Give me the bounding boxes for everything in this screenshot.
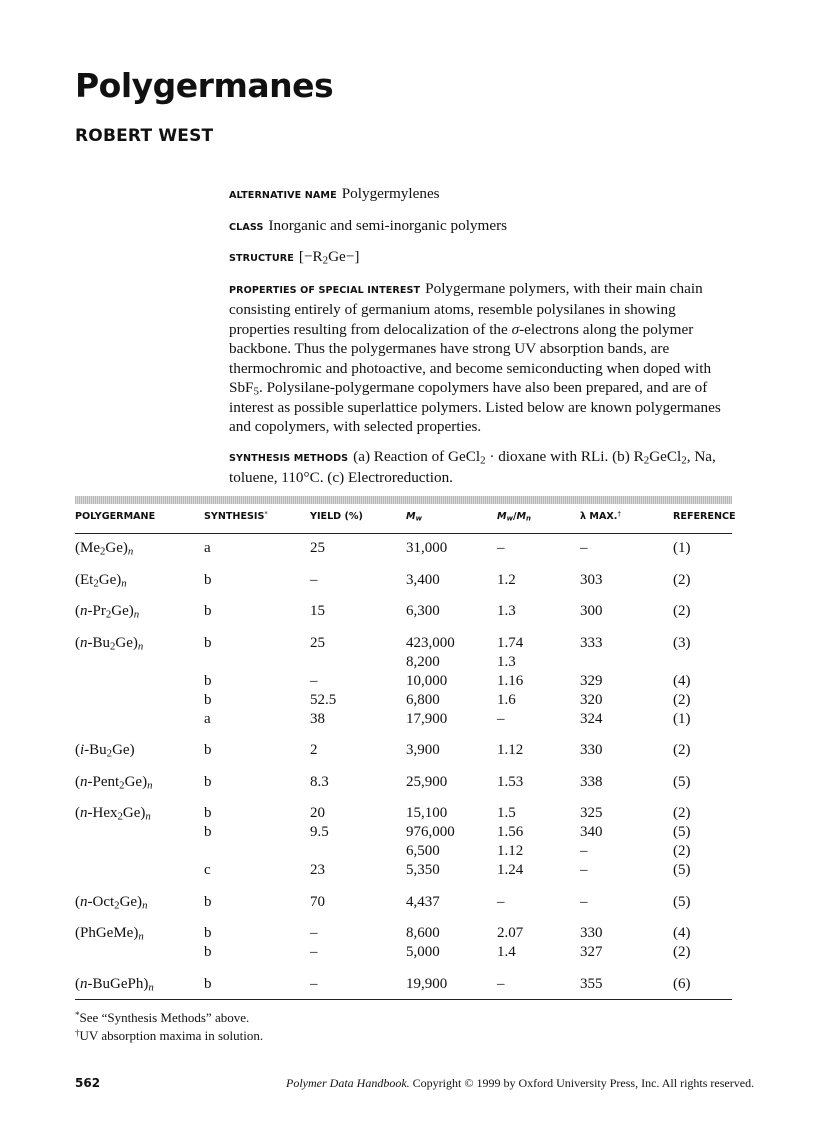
cell-reference: (2) bbox=[673, 603, 691, 619]
table-row-group bbox=[75, 774, 732, 793]
cell-lambda-max: 340 bbox=[580, 824, 603, 840]
cell-synthesis: b bbox=[204, 805, 212, 821]
cell-lambda-max: 355 bbox=[580, 975, 603, 992]
cell-yield: – bbox=[310, 925, 318, 941]
copyright-line: Polymer Data Handbook. Copyright © 1999 by Oxford University Press, Inc. All rights reserved. bbox=[286, 1076, 755, 1090]
cell-mw-mn: 1.16 bbox=[497, 672, 524, 689]
cell-mw: 8,600 bbox=[406, 925, 440, 941]
cell-polygermane: $(n-Hex_2Ge)_n$ bbox=[75, 805, 151, 823]
structure-label: STRUCTURE bbox=[229, 253, 294, 264]
cell-polygermane: $(n-Pent_2Ge)_n$ bbox=[75, 773, 153, 792]
cell-synthesis: b bbox=[204, 742, 212, 758]
cell-lambda-max: 329 bbox=[580, 672, 603, 689]
cell-polygermane: $(n-Pr_2Ge)_n$ bbox=[75, 603, 140, 621]
table-row-group bbox=[75, 572, 732, 591]
cell-synthesis: b bbox=[204, 944, 212, 960]
properties-entry bbox=[229, 279, 734, 437]
table-row bbox=[75, 603, 732, 622]
table-row bbox=[75, 711, 732, 730]
cell-mw-mn: 1.56 bbox=[497, 824, 524, 840]
cell-synthesis: c bbox=[204, 862, 211, 878]
cell-synthesis: b bbox=[204, 634, 212, 651]
cell-mw-mn: 1.5 bbox=[497, 805, 516, 821]
header-polygermane: POLYGERMANE bbox=[75, 511, 156, 522]
properties-text: Polygermane polymers, with their main chain consisting entirely of germanium atoms, resemble polysilanes in showing properties resulting from delocalization of the σ-electrons along the polymer backbone. Thus the polygermanes have strong UV absorption bands, are thermochromic and photoactive, and become semiconducting when doped with SbF$_5$. Polysilane-polygermane copolymers have also been prepared, and are of interest as possible superlattice polymers. Listed below are known polygermanes and copolymers, with selected properties. bbox=[229, 279, 721, 435]
class-value: Inorganic and semi-inorganic polymers bbox=[268, 216, 508, 234]
cell-lambda-max: 327 bbox=[580, 944, 603, 960]
cell-yield: 9.5 bbox=[310, 824, 329, 840]
cell-reference: (5) bbox=[673, 862, 691, 878]
table-header bbox=[75, 509, 736, 527]
page-title: Polygermanes bbox=[75, 66, 334, 105]
author-name: ROBERT WEST bbox=[75, 126, 214, 146]
table-header-band bbox=[75, 496, 732, 504]
cell-reference: (4) bbox=[673, 925, 691, 941]
alternative-name bbox=[229, 184, 734, 206]
cell-mw-mn: 1.12 bbox=[497, 843, 524, 859]
cell-reference: (2) bbox=[673, 742, 691, 758]
cell-yield: 25 bbox=[310, 634, 325, 651]
cell-polygermane: $(PhGeMe)_n$ bbox=[75, 925, 144, 943]
synthesis-methods-label: SYNTHESIS METHODS bbox=[229, 452, 349, 464]
cell-polygermane: $(n-Oct_2Ge)_n$ bbox=[75, 893, 148, 912]
table-row bbox=[75, 824, 732, 843]
table-row-group bbox=[75, 805, 732, 881]
cell-mw: 15,100 bbox=[406, 805, 448, 821]
cell-mw: 5,350 bbox=[406, 862, 440, 878]
cell-mw-mn: – bbox=[497, 540, 505, 556]
properties-label: PROPERTIES OF SPECIAL INTEREST bbox=[229, 284, 421, 296]
cell-mw-mn: – bbox=[497, 893, 505, 910]
cell-lambda-max: 300 bbox=[580, 603, 603, 619]
cell-synthesis: b bbox=[204, 893, 212, 910]
cell-mw-mn: 1.6 bbox=[497, 691, 516, 708]
cell-reference: (2) bbox=[673, 944, 691, 960]
cell-yield: – bbox=[310, 571, 318, 588]
cell-lambda-max: – bbox=[580, 893, 588, 910]
cell-polygermane: $(i-Bu_2Ge)$ bbox=[75, 742, 135, 760]
cell-yield: – bbox=[310, 672, 318, 689]
cell-yield: 25 bbox=[310, 540, 325, 556]
cell-yield: 38 bbox=[310, 710, 325, 727]
structure-formula: $[-R_2Ge-]$ bbox=[298, 248, 360, 267]
table-row bbox=[75, 894, 732, 913]
cell-yield: 20 bbox=[310, 805, 325, 821]
cell-reference: (3) bbox=[673, 634, 691, 651]
cell-mw: 6,500 bbox=[406, 843, 440, 859]
cell-yield: 70 bbox=[310, 893, 325, 910]
table-row bbox=[75, 692, 732, 711]
page-number: 562 bbox=[75, 1076, 101, 1090]
cell-reference: (2) bbox=[673, 571, 691, 588]
cell-synthesis: b bbox=[204, 571, 212, 588]
cell-mw: 19,900 bbox=[406, 975, 448, 992]
table-row-group bbox=[75, 540, 732, 559]
alternative-name-value: Polygermylenes bbox=[341, 185, 440, 202]
cell-mw: 4,437 bbox=[406, 893, 440, 910]
metadata-block bbox=[229, 184, 734, 498]
cell-lambda-max: – bbox=[580, 862, 588, 878]
cell-yield: – bbox=[310, 944, 318, 960]
table-body bbox=[75, 540, 732, 1007]
class-label: CLASS bbox=[229, 221, 264, 233]
synthesis-entry bbox=[229, 447, 734, 488]
cell-reference: (2) bbox=[673, 691, 691, 708]
table-row bbox=[75, 572, 732, 591]
table-row-group bbox=[75, 976, 732, 995]
cell-lambda-max: 324 bbox=[580, 710, 603, 727]
cell-mw-mn: 1.24 bbox=[497, 862, 524, 878]
table-row-group bbox=[75, 603, 732, 622]
table-row-group bbox=[75, 742, 732, 761]
cell-synthesis: b bbox=[204, 603, 212, 619]
cell-synthesis: b bbox=[204, 975, 212, 992]
header-mw-mn: $M_w/M_n$ bbox=[497, 511, 531, 523]
cell-reference: (1) bbox=[673, 540, 691, 556]
cell-mw-mn: 1.74 bbox=[497, 634, 524, 651]
cell-mw: 3,400 bbox=[406, 571, 440, 588]
cell-yield: 8.3 bbox=[310, 773, 329, 790]
table-row-group bbox=[75, 894, 732, 913]
cell-mw-mn: 1.3 bbox=[497, 603, 516, 619]
table-row-group bbox=[75, 925, 732, 963]
cell-mw: 423,000 bbox=[406, 634, 455, 651]
structure-entry bbox=[229, 247, 734, 269]
cell-lambda-max: 330 bbox=[580, 925, 603, 941]
table-row bbox=[75, 654, 732, 673]
cell-reference: (1) bbox=[673, 710, 691, 727]
cell-mw-mn: 2.07 bbox=[497, 925, 524, 941]
cell-mw-mn: 1.3 bbox=[497, 653, 516, 670]
cell-synthesis: a bbox=[204, 710, 211, 727]
class-entry bbox=[229, 216, 734, 238]
cell-mw: 6,300 bbox=[406, 603, 440, 619]
table-row bbox=[75, 944, 732, 963]
cell-mw: 8,200 bbox=[406, 653, 440, 670]
table-row bbox=[75, 805, 732, 824]
cell-mw-mn: 1.4 bbox=[497, 944, 516, 960]
alternative-name-label: ALTERNATIVE NAME bbox=[229, 190, 337, 201]
cell-reference: (5) bbox=[673, 893, 691, 910]
cell-reference: (6) bbox=[673, 975, 691, 992]
cell-mw: 3,900 bbox=[406, 742, 440, 758]
cell-reference: (5) bbox=[673, 824, 691, 840]
cell-mw: 10,000 bbox=[406, 672, 448, 689]
table-row bbox=[75, 843, 732, 862]
table-row bbox=[75, 925, 732, 944]
cell-synthesis: b bbox=[204, 691, 212, 708]
cell-yield: 15 bbox=[310, 603, 325, 619]
cell-mw-mn: – bbox=[497, 975, 505, 992]
cell-synthesis: b bbox=[204, 672, 212, 689]
table-row bbox=[75, 635, 732, 654]
cell-synthesis: a bbox=[204, 540, 211, 556]
cell-mw: 5,000 bbox=[406, 944, 440, 960]
cell-lambda-max: 330 bbox=[580, 742, 603, 758]
synthesis-methods-text: (a) Reaction of GeCl$_2$ · dioxane with RLi. (b) $R_2GeCl_2$, Na, toluene, 110°C. (c) Electroreduction. bbox=[229, 447, 716, 486]
table-row bbox=[75, 862, 732, 881]
cell-synthesis: b bbox=[204, 925, 212, 941]
table-row bbox=[75, 673, 732, 692]
cell-yield: 2 bbox=[310, 742, 318, 758]
cell-lambda-max: 320 bbox=[580, 691, 603, 708]
cell-mw: 6,800 bbox=[406, 691, 440, 708]
cell-mw: 17,900 bbox=[406, 710, 448, 727]
cell-lambda-max: – bbox=[580, 540, 588, 556]
header-mw: $M_w$ bbox=[406, 511, 422, 523]
cell-mw: 976,000 bbox=[406, 824, 455, 840]
cell-mw: 25,900 bbox=[406, 773, 448, 790]
cell-reference: (4) bbox=[673, 672, 691, 689]
cell-yield: – bbox=[310, 975, 318, 992]
table-row-group bbox=[75, 635, 732, 730]
cell-lambda-max: 338 bbox=[580, 773, 603, 790]
cell-mw-mn: – bbox=[497, 710, 505, 727]
cell-mw-mn: 1.12 bbox=[497, 742, 524, 758]
cell-polygermane: $(n-BuGePh)_n$ bbox=[75, 975, 154, 994]
cell-synthesis: b bbox=[204, 824, 212, 840]
cell-lambda-max: 325 bbox=[580, 805, 603, 821]
table-row bbox=[75, 774, 732, 793]
cell-polygermane: $(Et_2Ge)_n$ bbox=[75, 571, 127, 590]
cell-lambda-max: 333 bbox=[580, 634, 603, 651]
cell-yield: 52.5 bbox=[310, 691, 337, 708]
footnotes bbox=[75, 1009, 263, 1044]
header-reference: REFERENCE bbox=[673, 511, 736, 522]
table-bottom-rule bbox=[75, 999, 732, 1000]
cell-synthesis: b bbox=[204, 773, 212, 790]
cell-lambda-max: 303 bbox=[580, 571, 603, 588]
table-row bbox=[75, 742, 732, 761]
cell-polygermane: $(Me_2Ge)_n$ bbox=[75, 540, 134, 558]
footnote-synthesis: *See “Synthesis Methods” above. bbox=[75, 1009, 250, 1025]
cell-lambda-max: – bbox=[580, 843, 588, 859]
cell-reference: (2) bbox=[673, 843, 691, 859]
table-row bbox=[75, 976, 732, 995]
cell-reference: (5) bbox=[673, 773, 691, 790]
cell-mw: 31,000 bbox=[406, 540, 448, 556]
header-synthesis: SYNTHESIS* bbox=[204, 509, 268, 522]
table-row bbox=[75, 540, 732, 559]
footnote-uv: †UV absorption maxima in solution. bbox=[75, 1027, 264, 1043]
cell-polygermane: $(n-Bu_2Ge)_n$ bbox=[75, 634, 144, 653]
table-top-rule bbox=[75, 533, 732, 534]
cell-mw-mn: 1.2 bbox=[497, 571, 516, 588]
header-yield: YIELD (%) bbox=[310, 511, 363, 522]
cell-reference: (2) bbox=[673, 805, 691, 821]
cell-mw-mn: 1.53 bbox=[497, 773, 524, 790]
cell-yield: 23 bbox=[310, 862, 325, 878]
header-lambda-max: λ MAX.† bbox=[580, 509, 621, 522]
